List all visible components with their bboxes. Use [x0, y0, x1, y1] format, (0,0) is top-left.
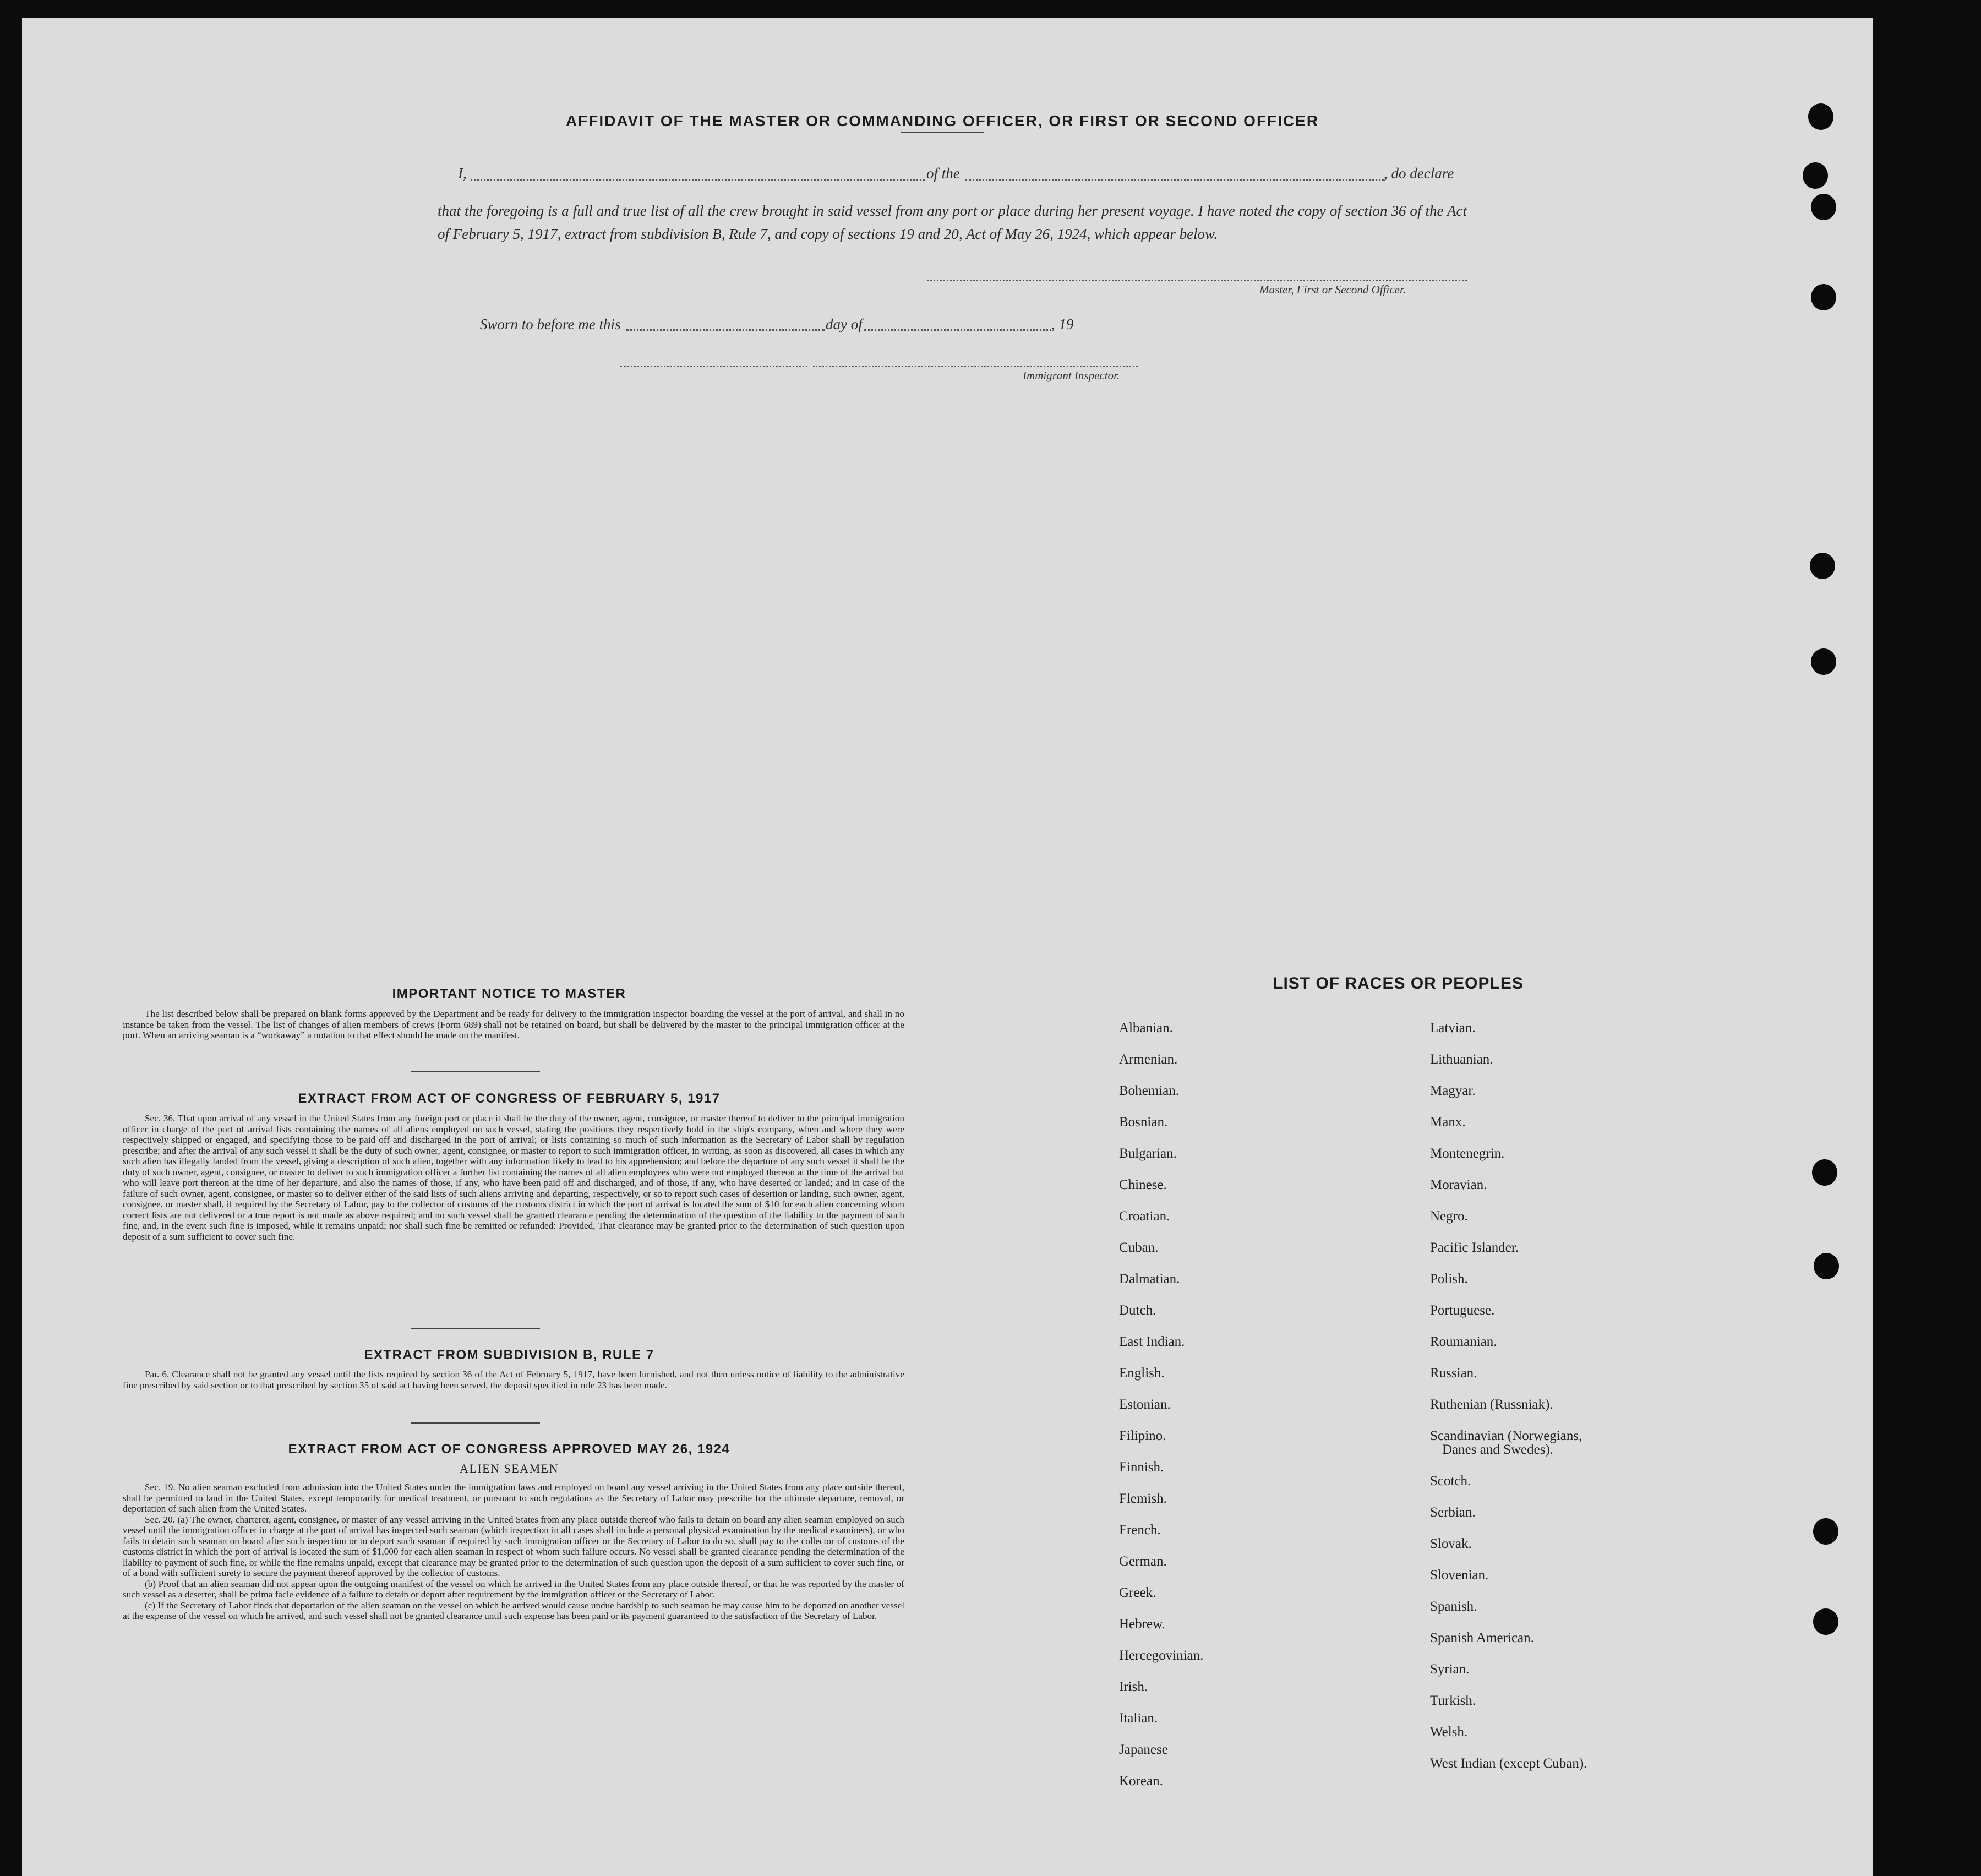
extract-1924-text — [123, 1482, 904, 1622]
race-item: Italian. — [1119, 1711, 1158, 1726]
race-item: Albanian. — [1119, 1021, 1173, 1035]
master-signature-line[interactable] — [927, 280, 1467, 281]
binder-hole — [1803, 162, 1828, 189]
notice-text — [123, 1008, 904, 1041]
extract-1917-title: EXTRACT FROM ACT OF CONGRESS OF FEBRUARY 5, 1917 — [298, 1091, 721, 1106]
race-item: Scotch. — [1430, 1474, 1471, 1488]
race-item: Serbian. — [1430, 1505, 1476, 1520]
race-item: Cuban. — [1119, 1240, 1159, 1255]
binder-hole — [1813, 1608, 1838, 1635]
race-item: Korean. — [1119, 1774, 1163, 1788]
race-item: Bosnian. — [1119, 1115, 1168, 1130]
sec-20a-paragraph: Sec. 20. (a) The owner, charterer, agent, consignee, or master of any vessel arriving in the United States from any place outside thereof who fails to detain on board any alien seaman employed on such vessel until the immigration officer in charge at the port of arrival has inspected such seaman (which inspection in all cases shall include a personal physical examination by the medical examiners), or who fails to detain such seaman on board after such inspection or to deport such seaman if required by such immigration officer or the Secretary of Labor to do so, shall pay to the collector of customs of the customs district in which the port of arrival is located the sum of $1,000 for each alien seaman in respect of whom such failure occurs. No vessel shall be granted clearance pending the determination of the liability to payment of such fine, or while the fine remains unpaid, except that clearance may be granted prior to the determination of such question upon the deposit of a sum sufficient to cover such fine, or of a bond with sufficient surety to secure the payment thereof approved by the collector of customs. — [123, 1514, 904, 1578]
race-item: Pacific Islander. — [1430, 1240, 1519, 1255]
races-title: LIST OF RACES OR PEOPLES — [1273, 974, 1524, 992]
race-item: German. — [1119, 1554, 1167, 1569]
binder-hole — [1811, 284, 1836, 310]
sworn-month-line[interactable] — [864, 329, 1051, 331]
extract-1917-paragraph: Sec. 36. That upon arrival of any vessel in the United States from any foreign port or place it shall be the duty of the owner, agent, consignee, or master thereof to deliver to the principal immigration officer in charge of the port of arrival lists containing the names of all aliens employed on such vessel, stating the positions they respectively hold in the ship's company, when and where they were respectively shipped or engaged, and specifying those to be paid off and discharged in the port of arrival; or lists containing so much of such information as the Secretary of Labor shall by regulation prescribe; and after the arrival of any such vessel it shall be the duty of such owner, agent, consignee, or master to report to such immigration officer, in writing, as soon as discovered, all cases in which any such alien has illegally landed from the vessel, giving a description of such alien, together with any information likely to lead to his apprehension; and before the departure of any such vessel it shall be the duty of such owner, agent, consignee, or master to deliver to such immigration officer a further list containing the names of all alien employees who were not employed thereon at the time of the arrival but who will leave port thereon at the time of her departure, and also the names of those, if any, who have been paid off and discharged, and of those, if any, who have deserted or landed; and in case of the failure of such owner, agent, consignee, or master so to deliver either of the said lists of such aliens arriving and departing, respectively, or so to report such cases of desertion or landing, such owner, agent, consignee, or master shall, if required by the Secretary of Labor, pay to the collector of customs of the customs district in which the port of arrival is located the sum of $10 for each alien concerning whom correct lists are not delivered or a true report is not made as above required; and no such vessel shall be granted clearance pending the determination of the question of the liability to the payment of such fine, and, in the event such fine is imposed, while it remains unpaid; nor shall such fine be remitted or refunded: Provided, That clearance may be granted prior to the determination of such question upon deposit of a sum sufficient to cover such fine. — [123, 1113, 904, 1242]
race-item: Portuguese. — [1430, 1303, 1495, 1318]
race-item: Roumanian. — [1430, 1334, 1497, 1349]
sworn-label: Sworn to before me this — [480, 316, 621, 332]
inspector-signature-label: Immigrant Inspector. — [1023, 369, 1120, 382]
binder-hole — [1811, 194, 1836, 220]
race-item: Lithuanian. — [1430, 1052, 1493, 1067]
sec-19-paragraph: Sec. 19. No alien seaman excluded from admission into the United States under the immigration laws and employed on board any vessel arriving in the United States from any place outside thereof, shall be permitted to land in the United States, except temporarily for medical treatment, or pursuant to such regulations as the Secretary of Labor may prescribe for the ultimate departure, removal, or deportation of such alien from the United States. — [123, 1482, 904, 1514]
race-item: Syrian. — [1430, 1662, 1470, 1677]
race-item: Irish. — [1119, 1679, 1148, 1694]
race-item: Hebrew. — [1119, 1617, 1165, 1632]
sworn-day-line[interactable] — [626, 329, 825, 331]
race-item: Flemish. — [1119, 1491, 1167, 1506]
race-item: Danes and Swedes). — [1442, 1442, 1554, 1457]
race-item: Finnish. — [1119, 1460, 1164, 1475]
sworn-year-label: , 19 — [1051, 316, 1074, 332]
race-item: Spanish American. — [1430, 1630, 1534, 1645]
race-item: Bulgarian. — [1119, 1146, 1177, 1161]
binder-hole — [1811, 648, 1836, 675]
extract-1917-text — [123, 1113, 904, 1242]
race-item: Bohemian. — [1119, 1083, 1180, 1098]
race-item: Filipino. — [1119, 1428, 1166, 1443]
sec-20c-paragraph: (c) If the Secretary of Labor finds that deportation of the alien seaman on the vessel on which he arrived would cause undue hardship to such seaman he may cause him to be deported on another vessel at the expense of the vessel on which he arrived, and such vessel shall not be granted clearance until such expense has been paid or its payment guaranteed to the satisfaction of the Secretary of Labor. — [123, 1600, 904, 1621]
affidavit-i-label: I, — [458, 165, 467, 182]
inspector-signature-line-2[interactable] — [813, 366, 1138, 367]
race-item: Polish. — [1430, 1272, 1468, 1286]
notice-divider — [411, 1071, 540, 1072]
race-item: Estonian. — [1119, 1397, 1171, 1412]
race-item: Dalmatian. — [1119, 1272, 1180, 1286]
race-item: Hercegovinian. — [1119, 1648, 1204, 1663]
race-item: Greek. — [1119, 1585, 1156, 1600]
notice-title: IMPORTANT NOTICE TO MASTER — [392, 986, 626, 1001]
affidavit-of-the-label: of the — [926, 165, 960, 182]
notice-paragraph: The list described below shall be prepared on blank forms approved by the Department and be ready for delivery to the immigration inspector boarding the vessel at the port of arrival, and shall in no instance be taken from the vessel. The list of changes of alien members of crews (Form 689) shall not be retained on board, but shall be delivered by the master to the principal immigration officer at the port. When an arriving seaman is a “workaway” a notation to that effect should be made on the manifest. — [123, 1008, 904, 1040]
race-item: Montenegrin. — [1430, 1146, 1505, 1161]
name-line[interactable] — [471, 179, 925, 181]
race-item: Dutch. — [1119, 1303, 1156, 1318]
extract-1924-title: EXTRACT FROM ACT OF CONGRESS APPROVED MAY 26, 1924 — [288, 1442, 730, 1457]
race-item: Ruthenian (Russniak). — [1430, 1397, 1553, 1412]
title-divider — [901, 132, 984, 133]
race-item: Spanish. — [1430, 1599, 1477, 1614]
race-item: Armenian. — [1119, 1052, 1178, 1067]
extract-1924-subtitle: ALIEN SEAMEN — [460, 1461, 559, 1475]
extract-rule7-text — [123, 1369, 904, 1390]
race-item: Russian. — [1430, 1366, 1477, 1381]
vessel-line[interactable] — [965, 179, 1384, 181]
sec-20b-paragraph: (b) Proof that an alien seaman did not appear upon the outgoing manifest of the vessel on which he arrived in the United States from any place outside thereof, or that he was reported by the master of such vessel as a deserter, shall be prima facie evidence of a failure to detain or deport after requirement by the immigration officer or the Secretary of Labor. — [123, 1578, 904, 1600]
affidavit-declare-label: , do declare — [1384, 165, 1454, 182]
race-item: Slovenian. — [1430, 1568, 1489, 1583]
race-item: Magyar. — [1430, 1083, 1476, 1098]
race-item: East Indian. — [1119, 1334, 1185, 1349]
extract-1917-divider — [411, 1328, 540, 1329]
race-item: English. — [1119, 1366, 1165, 1381]
affidavit-title: AFFIDAVIT OF THE MASTER OR COMMANDING OFFICER, OR FIRST OR SECOND OFFICER — [565, 112, 1319, 129]
race-item: Welsh. — [1430, 1725, 1468, 1739]
binder-hole — [1814, 1253, 1839, 1279]
affidavit-paragraph: that the foregoing is a full and true list of all the crew brought in said vessel from any port or place during her present voyage. I have noted the copy of section 36 of the Act of February 5, 1917, extract from subdivision B, Rule 7, and copy of sections 19 and 20, Act of May 26, 1924, which appear below. — [438, 203, 1467, 242]
extract-rule7-divider — [411, 1422, 540, 1424]
binder-hole — [1808, 103, 1833, 130]
race-item: French. — [1119, 1523, 1161, 1537]
master-signature-label: Master, First or Second Officer. — [1259, 283, 1406, 296]
binder-hole — [1813, 1518, 1838, 1545]
race-item: Latvian. — [1430, 1021, 1476, 1035]
race-item: Chinese. — [1119, 1177, 1167, 1192]
race-item: Scandinavian (Norwegians, — [1430, 1428, 1582, 1443]
race-item: Croatian. — [1119, 1209, 1170, 1224]
race-item: West Indian (except Cuban). — [1430, 1756, 1587, 1771]
sworn-day-of-label: day of — [826, 316, 863, 332]
race-item: Japanese — [1119, 1742, 1168, 1757]
race-item: Turkish. — [1430, 1693, 1476, 1708]
extract-rule7-paragraph: Par. 6. Clearance shall not be granted any vessel until the lists required by section 36 of the Act of February 5, 1917, have been furnished, and not then unless notice of liability to the administrative fine prescribed by said section or to that prescribed by section 35 of said act having been served, the deposit specified in rule 23 has been made. — [123, 1369, 904, 1390]
race-item: Slovak. — [1430, 1536, 1472, 1551]
binder-hole — [1812, 1159, 1837, 1186]
race-item: Negro. — [1430, 1209, 1468, 1224]
inspector-signature-line-1[interactable] — [620, 366, 807, 367]
extract-rule7-title: EXTRACT FROM SUBDIVISION B, RULE 7 — [364, 1348, 654, 1362]
race-item: Manx. — [1430, 1115, 1466, 1130]
form-page — [22, 18, 1873, 1876]
race-item: Moravian. — [1430, 1177, 1487, 1192]
binder-hole — [1810, 553, 1835, 579]
